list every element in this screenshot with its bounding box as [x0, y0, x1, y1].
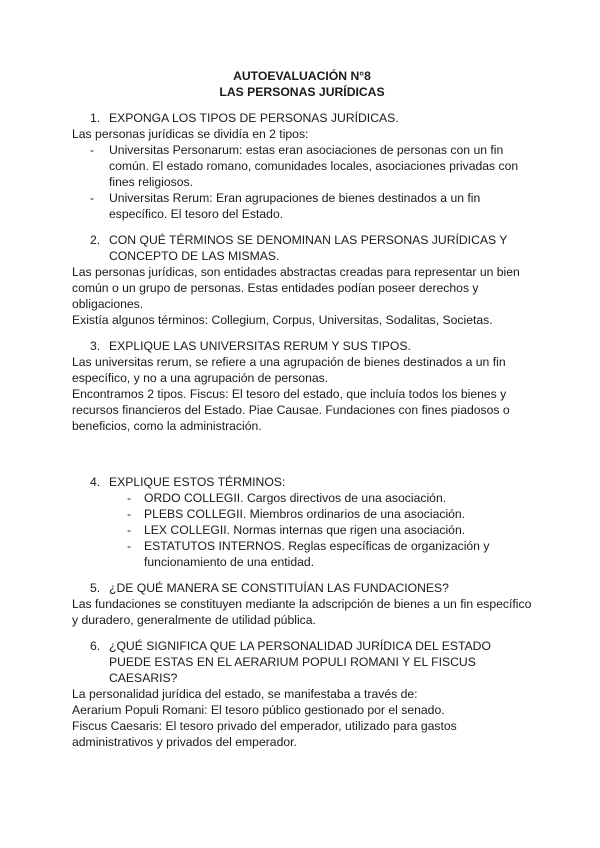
list-item: - LEX COLLEGII. Normas internas que rigen una asociación.	[127, 523, 466, 537]
answer-4-list	[72, 490, 532, 570]
answer-1-list	[72, 142, 532, 222]
question-1: 1. EXPONGA LOS TIPOS DE PERSONAS JURÍDICAS.	[90, 111, 399, 125]
answer-6-paragraph: Aerarium Populi Romani: El tesoro público gestionado por el senado.	[72, 703, 445, 717]
question-5: 5. ¿DE QUÉ MANERA SE CONSTITUÍAN LAS FUNDACIONES?	[90, 581, 449, 595]
answer-1-intro: Las personas jurídicas se dividía en 2 tipos:	[72, 127, 309, 141]
section-2	[72, 232, 532, 328]
section-4	[72, 474, 532, 570]
question-2: 2. CON QUÉ TÉRMINOS SE DENOMINAN LAS PERSONAS JURÍDICAS Y CONCEPTO DE LAS MISMAS.	[90, 233, 508, 263]
question-4: 4. EXPLIQUE ESTOS TÉRMINOS:	[90, 475, 286, 489]
answer-6-paragraph: Fiscus Caesaris: El tesoro privado del emperador, utilizado para gastos administrativos y privados del emperador.	[72, 719, 457, 749]
list-item: - ESTATUTOS INTERNOS. Reglas específicas de organización y funcionamiento de una entidad.	[127, 539, 490, 569]
list-item: - Universitas Personarum: estas eran asociaciones de personas con un fin común. El estado romano, comunidades locales, asociaciones privadas con fines religiosos.	[90, 143, 519, 189]
question-6: 6. ¿QUÉ SIGNIFICA QUE LA PERSONALIDAD JURÍDICA DEL ESTADO PUEDE ESTAS EN EL AERARIUM POPULI ROMANI Y EL FISCUS CAESARIS?	[90, 639, 491, 685]
section-3	[72, 338, 532, 434]
page-subtitle: LAS PERSONAS JURÍDICAS	[219, 85, 385, 99]
question-3: 3. EXPLIQUE LAS UNIVERSITAS RERUM Y SUS TIPOS.	[90, 339, 411, 353]
page-title: AUTOEVALUACIÓN N°8	[233, 69, 371, 83]
section-1	[72, 110, 532, 222]
list-item: - Universitas Rerum: Eran agrupaciones de bienes destinados a un fin específico. El tesoro del Estado.	[90, 191, 481, 221]
answer-2-paragraph: Las personas jurídicas, son entidades abstractas creadas para representar un bien común o un grupo de personas. Estas entidades podían poseer derechos y obligaciones.	[72, 265, 520, 311]
answer-5-paragraph: Las fundaciones se constituyen mediante la adscripción de bienes a un fin específico y duradero, generalmente de utilidad pública.	[72, 597, 532, 627]
answer-3-paragraph: Las universitas rerum, se refiere a una agrupación de bienes destinados a un fin específico, y no a una agrupación de personas.	[72, 355, 506, 385]
section-6	[72, 638, 532, 750]
answer-2-paragraph: Existía algunos términos: Collegium, Corpus, Universitas, Sodalitas, Societas.	[72, 313, 493, 327]
list-item: - PLEBS COLLEGII. Miembros ordinarios de una asociación.	[127, 507, 466, 521]
answer-3-paragraph: Encontramos 2 tipos. Fiscus: El tesoro del estado, que incluía todos los bienes y recursos financieros del Estado. Piae Causae. Fundaciones con fines piadosos o beneficios, como la administración.	[72, 387, 510, 433]
document-page	[72, 68, 532, 750]
answer-6-paragraph: La personalidad jurídica del estado, se manifestaba a través de:	[72, 687, 418, 701]
section-5	[72, 580, 532, 628]
list-item: - ORDO COLLEGII. Cargos directivos de una asociación.	[127, 491, 447, 505]
